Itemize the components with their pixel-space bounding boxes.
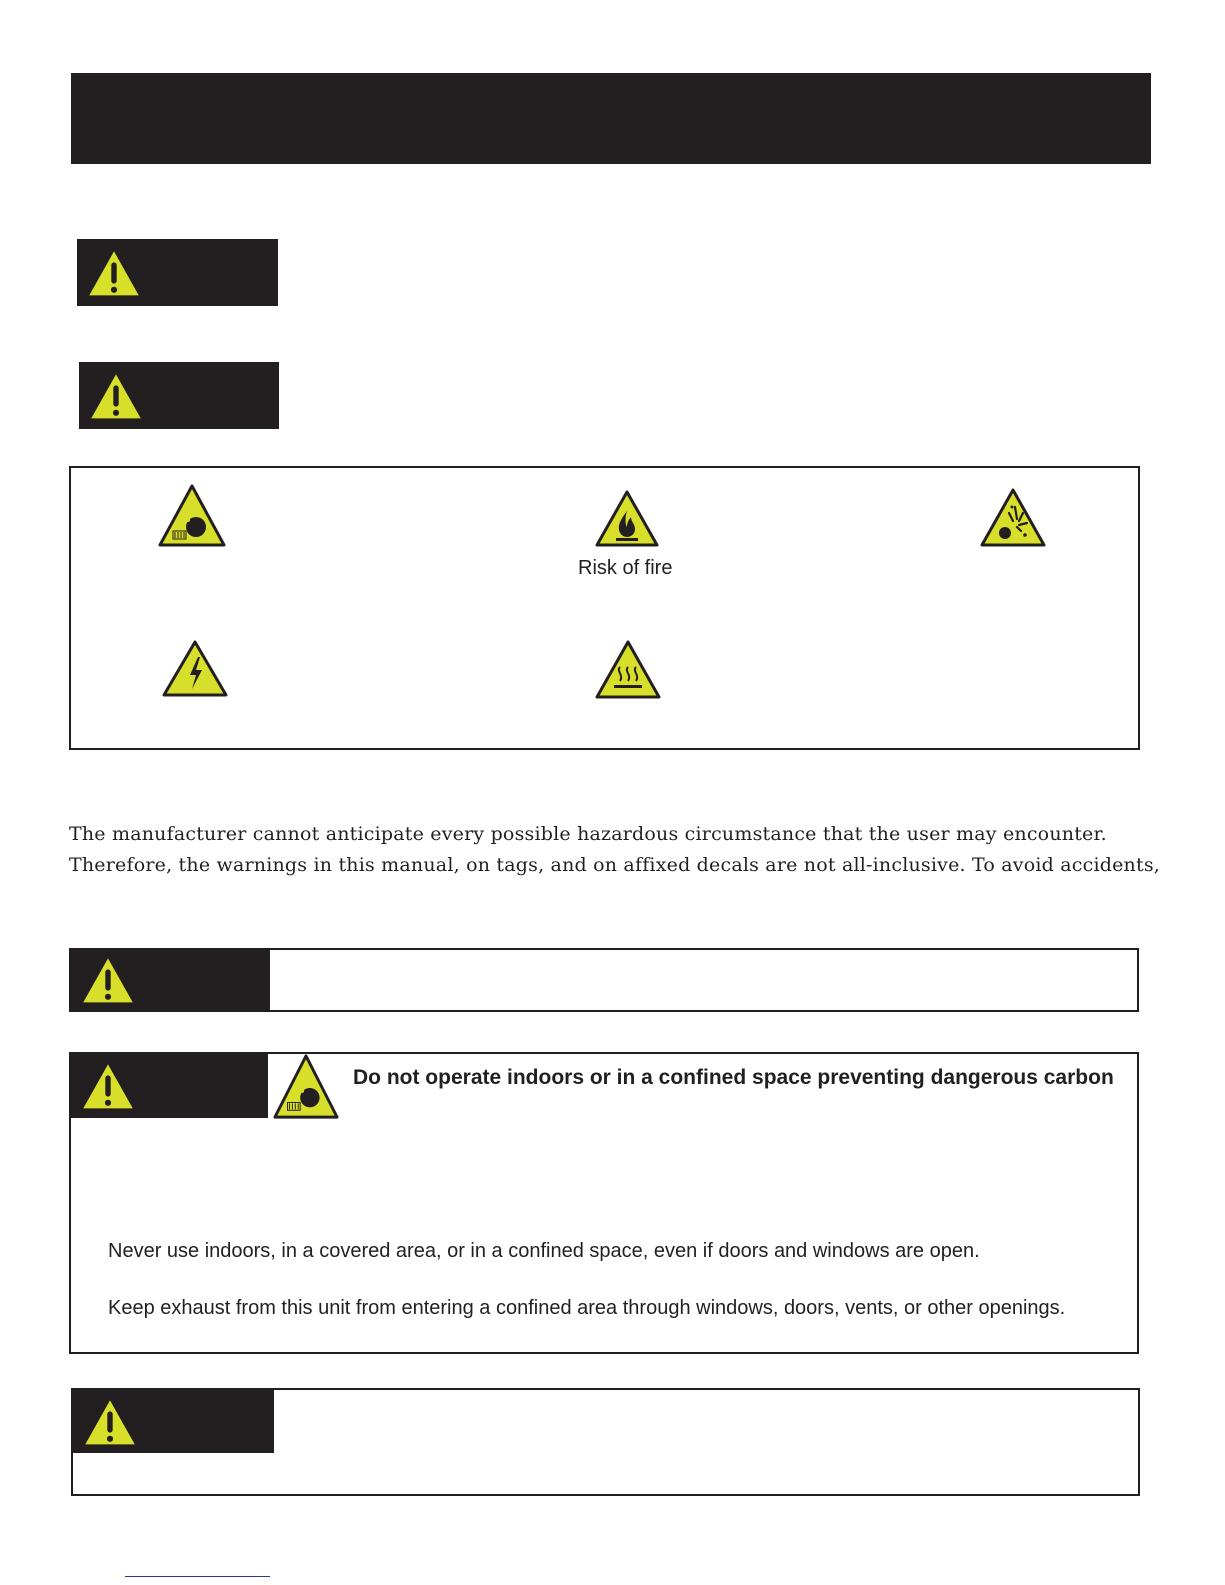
signal-word-label-3: [71, 950, 270, 1010]
page-header-bar: [71, 73, 1151, 164]
footer-rule: [125, 1576, 270, 1577]
carbon-monoxide-fumes-hazard-icon: [272, 1053, 340, 1121]
exclamation-warning-icon: [81, 1396, 139, 1448]
electric-shock-hazard-icon: [161, 639, 229, 699]
co-warning-bullet-1: Never use indoors, in a covered area, or in a confined space, even if doors and windows are open.: [108, 1240, 980, 1262]
signal-word-label-2: [79, 362, 279, 429]
carbon-monoxide-fumes-hazard-icon: [157, 483, 227, 549]
signal-word-label-5: [73, 1390, 274, 1453]
exclamation-warning-icon: [85, 247, 143, 299]
fire-hazard-caption: Risk of fire: [578, 557, 673, 579]
co-warning-bullet-2: Keep exhaust from this unit from entering a confined area through windows, doors, vents, or other openings.: [108, 1297, 1066, 1319]
exclamation-warning-icon: [79, 954, 137, 1006]
hot-surface-hazard-icon: [594, 639, 662, 701]
general-warning-line-1: The manufacturer cannot anticipate every possible hazardous circumstance that the user may encounter.: [69, 823, 1107, 845]
signal-word-label-4: [71, 1054, 268, 1118]
exclamation-warning-icon: [87, 370, 145, 422]
explosion-hazard-icon: [979, 487, 1047, 549]
exclamation-warning-icon: [79, 1060, 137, 1112]
signal-word-label-1: [77, 239, 278, 306]
general-warning-line-2: Therefore, the warnings in this manual, on tags, and on affixed decals are not all-inclusive. To avoid accidents,: [69, 854, 1161, 876]
co-warning-headline: Do not operate indoors or in a confined space preventing dangerous carbon: [353, 1066, 1114, 1089]
fire-hazard-icon: [594, 489, 660, 549]
